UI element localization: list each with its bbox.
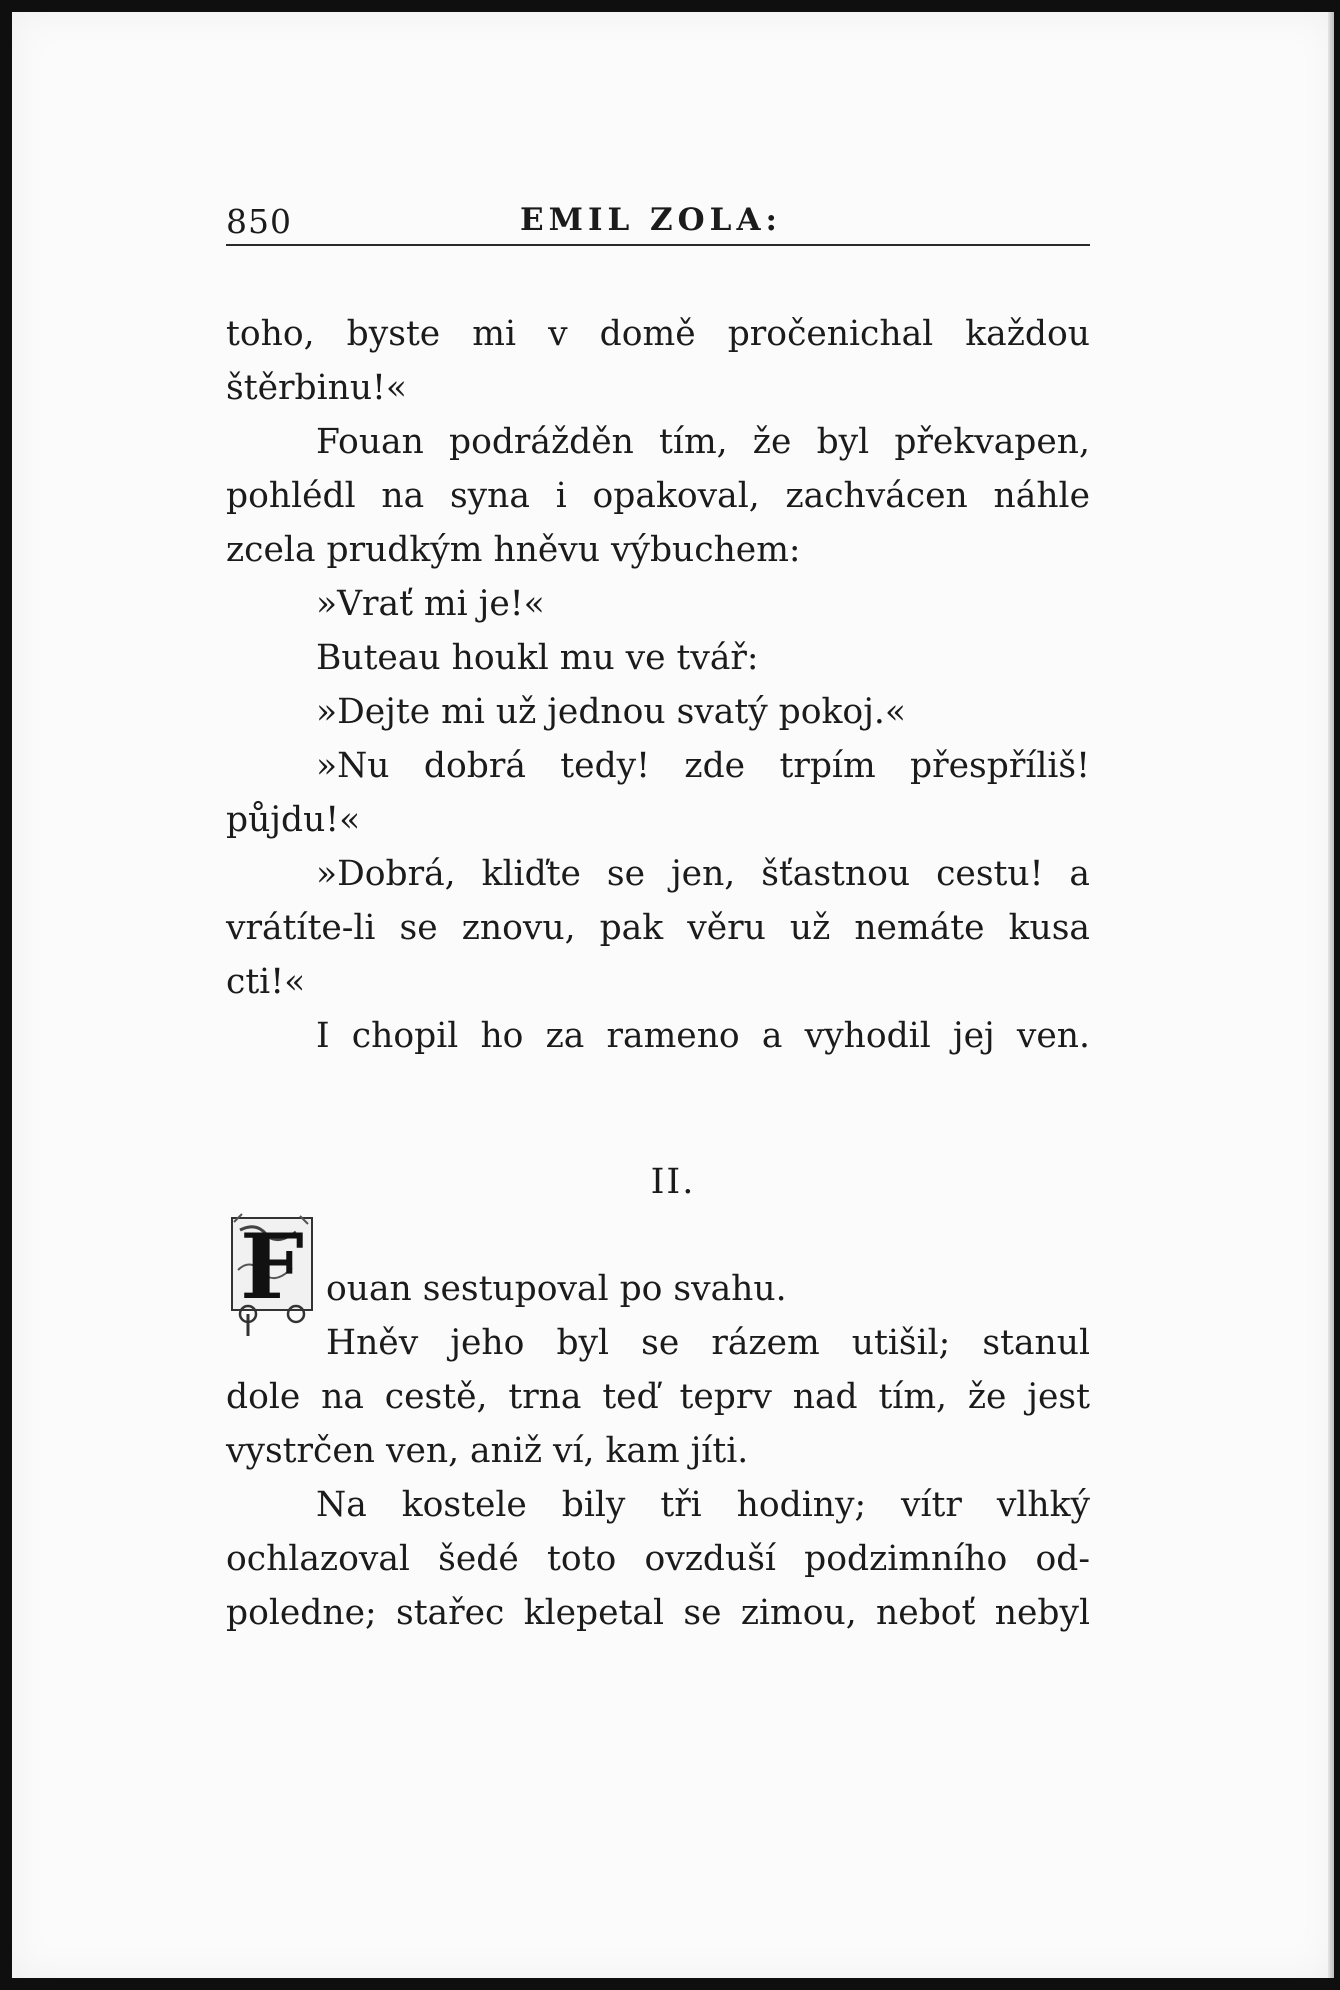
book-page [12, 12, 1334, 1978]
text-line: »Nu dobrá tedy! zde trpím přespříliš! [316, 746, 1090, 786]
text-line: půjdu!« [226, 800, 361, 840]
text-line: ouan sestupoval po svahu. [326, 1269, 787, 1309]
text-line: Buteau houkl mu ve tvář: [316, 638, 759, 678]
text-line: pohlédl na syna i opakoval, zachvácen náhle [226, 476, 1090, 516]
text-line: »Vrať mi je!« [316, 584, 545, 624]
text-line: dole na cestě, trna teď teprv nad tím, že jest [226, 1377, 1090, 1417]
chapter-heading: II. [650, 1162, 696, 1202]
text-line: Na kostele bily tři hodiny; vítr vlhký [316, 1485, 1090, 1525]
text-line: cti!« [226, 962, 306, 1002]
text-line: vystrčen ven, aniž ví, kam jíti. [226, 1431, 749, 1471]
header-rule [226, 244, 1090, 246]
text-line: »Dejte mi už jednou svatý pokoj.« [316, 692, 906, 732]
text-line: »Dobrá, kliďte se jen, šťastnou cestu! a [316, 854, 1090, 894]
dropcap-letter: F [240, 1214, 304, 1320]
text-line: poledne; stařec klepetal se zimou, neboť nebyl [226, 1593, 1090, 1633]
text-line: vrátíte-li se znovu, pak věru už nemáte kusa [226, 908, 1090, 948]
section-text [226, 1262, 1090, 1640]
text-line: zcela prudkým hněvu výbuchem: [226, 530, 801, 570]
text-line: I chopil ho za rameno a vyhodil jej ven. [316, 1016, 1090, 1056]
text-line: ochlazoval šedé toto ovzduší podzimního od- [226, 1539, 1090, 1579]
text-line: Fouan podrážděn tím, že byl překvapen, [316, 422, 1090, 462]
running-head: EMIL ZOLA: [520, 202, 782, 238]
page-number: 850 [226, 202, 292, 241]
page-edge [1328, 12, 1334, 1978]
body-text [226, 307, 1090, 1063]
text-line: Hněv jeho byl se rázem utišil; stanul [326, 1323, 1090, 1363]
text-line: toho, byste mi v domě pročenichal každou [226, 314, 1090, 354]
text-line: štěrbinu!« [226, 368, 408, 408]
